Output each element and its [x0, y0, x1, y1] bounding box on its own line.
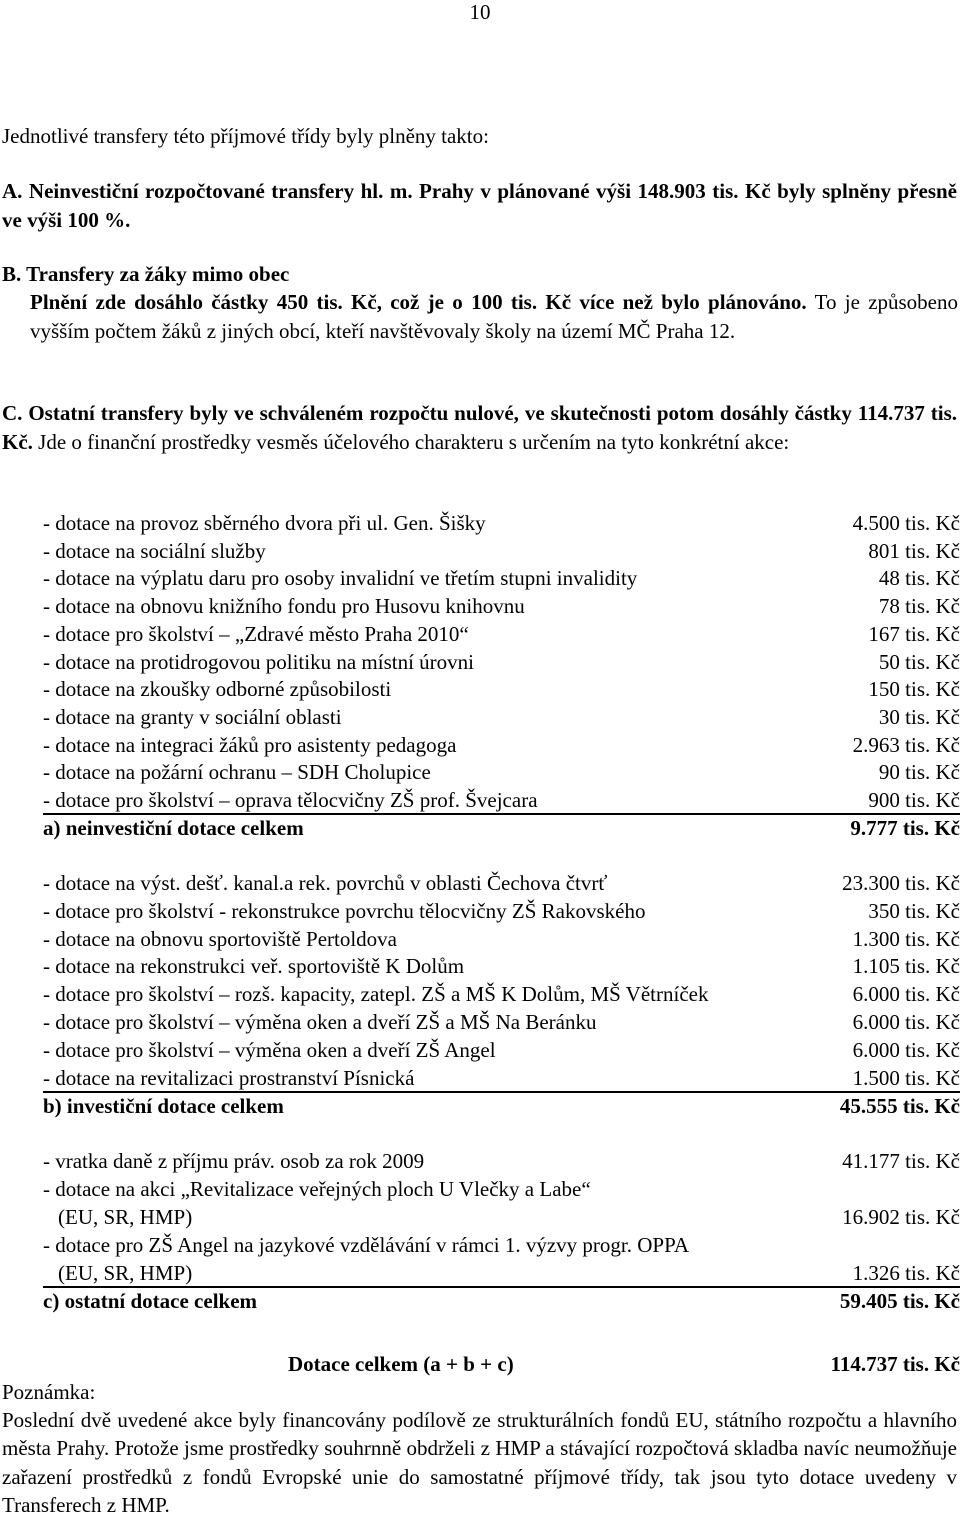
subtotal-row: c) ostatní dotace celkem 59.405 tis. Kč	[43, 1289, 960, 1317]
grand-total-label: Dotace celkem (a + b + c)	[288, 1350, 514, 1378]
subtotal-row: b) investiční dotace celkem 45.555 tis. Kč	[43, 1094, 960, 1122]
list-item: - dotace na obnovu knižního fondu pro Husovu knihovnu 78 tis. Kč	[43, 594, 960, 622]
list-item: - vratka daně z příjmu práv. osob za rok 2009 41.177 tis. Kč	[43, 1149, 960, 1177]
list-item: - dotace pro školství – rozš. kapacity, zatepl. ZŠ a MŠ K Dolům, MŠ Větrníček 6.000 tis. Kč	[43, 982, 960, 1010]
list-item: - dotace pro školství – „Zdravé město Praha 2010“ 167 tis. Kč	[43, 622, 960, 650]
list-item-continuation: (EU, SR, HMP) 16.902 tis. Kč	[43, 1205, 960, 1233]
note-heading: Poznámka:	[2, 1378, 95, 1406]
list-item: - dotace pro školství – oprava tělocvičny ZŠ prof. Švejcara 900 tis. Kč	[43, 788, 960, 816]
section-c-text	[2, 399, 957, 456]
section-b-bold: Plnění zde dosáhlo částky 450 tis. Kč, což je o 100 tis. Kč více než bylo plánováno.	[30, 290, 807, 314]
list-item: - dotace na požární ochranu – SDH Cholupice 90 tis. Kč	[43, 760, 960, 788]
list-item: - dotace na výplatu daru pro osoby invalidní ve třetím stupni invalidity 48 tis. Kč	[43, 566, 960, 594]
section-c-bold: C. Ostatní transfery byly ve schváleném rozpočtu nulové, ve skutečnosti potom dosáhly částky 114.737 tis. Kč.	[2, 401, 957, 454]
list-item: - dotace na výst. dešť. kanal.a rek. povrchů v oblasti Čechova čtvrť 23.300 tis. Kč	[43, 871, 960, 899]
list-item: - dotace na granty v sociální oblasti 30 tis. Kč	[43, 705, 960, 733]
subtotal-rule	[43, 1286, 960, 1288]
list-item: - dotace na akci „Revitalizace veřejných ploch U Vlečky a Labe“	[43, 1177, 960, 1205]
list-item: - dotace na obnovu sportoviště Pertoldova 1.300 tis. Kč	[43, 927, 960, 955]
subtotal-row: a) neinvestiční dotace celkem 9.777 tis. Kč	[43, 816, 960, 844]
note-text: Poslední dvě uvedené akce byly financovány podílově ze strukturálních fondů EU, státního rozpočtu a hlavního města Prahy. Protože jsme prostředky souhrnně obdrželi z HMP a stávající rozpočtová skladba navíc neumožňuje zařazení prostředků z fondů Evropské unie do samostatné příjmové třídy, tak jsou tyto dotace uvedeny v Transferech z HMP.	[2, 1406, 957, 1519]
section-a-text: A. Neinvestiční rozpočtované transfery hl. m. Prahy v plánované výši 148.903 tis. Kč byly splněny přesně ve výši 100 %.	[2, 177, 957, 234]
list-item: - dotace na zkoušky odborné způsobilosti 150 tis. Kč	[43, 677, 960, 705]
list-item: - dotace na revitalizaci prostranství Písnická 1.500 tis. Kč	[43, 1066, 960, 1094]
subtotal-rule	[43, 813, 960, 815]
list-item: - dotace na provoz sběrného dvora při ul. Gen. Šišky 4.500 tis. Kč	[43, 511, 960, 539]
list-item-continuation: (EU, SR, HMP) 1.326 tis. Kč	[43, 1261, 960, 1289]
section-b-text	[30, 288, 958, 345]
subtotal-rule	[43, 1091, 960, 1093]
page-number: 10	[0, 0, 960, 24]
list-item: - dotace na protidrogovou politiku na místní úrovni 50 tis. Kč	[43, 650, 960, 678]
list-item: - dotace pro ZŠ Angel na jazykové vzdělávání v rámci 1. výzvy progr. OPPA	[43, 1233, 960, 1261]
section-b-heading: B. Transfery za žáky mimo obec	[2, 260, 289, 288]
list-item: - dotace pro školství - rekonstrukce povrchu tělocvičny ZŠ Rakovského 350 tis. Kč	[43, 899, 960, 927]
section-b-normal: To je způsobeno vyšším počtem žáků z jiných obcí, kteří navštěvovaly školy na území MČ Praha 12.	[30, 290, 958, 343]
grand-total-amount: 114.737 tis. Kč	[831, 1350, 960, 1378]
list-item: - dotace na sociální služby 801 tis. Kč	[43, 539, 960, 567]
section-c-normal: Jde o finanční prostředky vesměs účelového charakteru s určením na tyto konkrétní akce:	[33, 430, 789, 454]
list-item: - dotace na rekonstrukci veř. sportoviště K Dolům 1.105 tis. Kč	[43, 954, 960, 982]
list-item: - dotace pro školství – výměna oken a dveří ZŠ a MŠ Na Beránku 6.000 tis. Kč	[43, 1010, 960, 1038]
list-item: - dotace na integraci žáků pro asistenty pedagoga 2.963 tis. Kč	[43, 733, 960, 761]
intro-line: Jednotlivé transfery této příjmové třídy byly plněny takto:	[2, 122, 489, 150]
list-item: - dotace pro školství – výměna oken a dveří ZŠ Angel 6.000 tis. Kč	[43, 1038, 960, 1066]
